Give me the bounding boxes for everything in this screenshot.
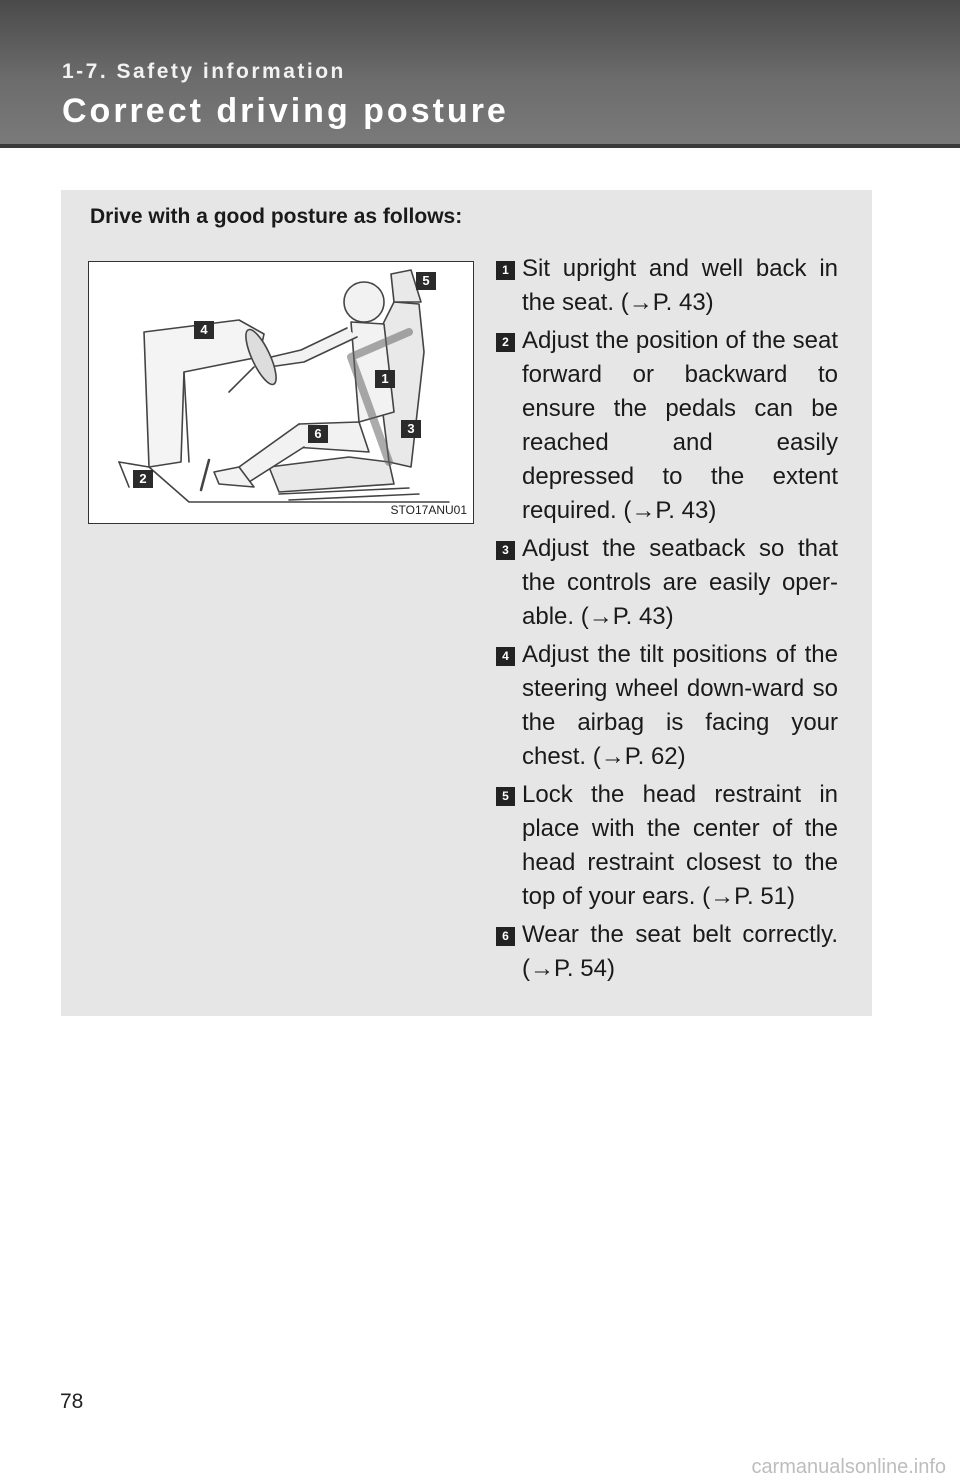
step-text: Adjust the tilt positions of the steering wheel down-ward so the airbag is facing your chest. (→P. 62) <box>522 641 838 770</box>
step-number-badge: 5 <box>496 787 515 806</box>
figure-code: STO17ANU01 <box>390 503 467 517</box>
content-panel <box>61 190 872 1016</box>
page-number: 78 <box>60 1390 84 1413</box>
driving-posture-illustration <box>88 261 474 524</box>
step-1 <box>496 252 838 320</box>
callout-6: 6 <box>308 425 328 443</box>
step-text: Adjust the seatback so that the controls are easily oper-able. (→P. 43) <box>522 535 838 630</box>
callout-3: 3 <box>401 420 421 438</box>
page-title: Correct driving posture <box>62 92 509 130</box>
step-5 <box>496 778 838 914</box>
page-header <box>0 0 960 148</box>
posture-steps-list <box>496 252 838 990</box>
step-number-badge: 6 <box>496 927 515 946</box>
step-text: Adjust the position of the seat forward or backward to ensure the pedals can be reached and easily depressed to the extent required. (→P. 43) <box>522 327 838 524</box>
section-label: 1-7. Safety information <box>62 60 346 83</box>
callout-2: 2 <box>133 470 153 488</box>
step-text: Lock the head restraint in place with the center of the head restraint closest to the top of your ears. (→P. 51) <box>522 781 838 910</box>
step-number-badge: 4 <box>496 647 515 666</box>
step-number-badge: 3 <box>496 541 515 560</box>
step-3 <box>496 532 838 634</box>
callout-4: 4 <box>194 321 214 339</box>
intro-text: Drive with a good posture as follows: <box>90 205 463 228</box>
step-text: Wear the seat belt correctly. (→P. 54) <box>522 921 838 982</box>
callout-5: 5 <box>416 272 436 290</box>
step-2 <box>496 324 838 528</box>
callout-1: 1 <box>375 370 395 388</box>
step-text: Sit upright and well back in the seat. (→P. 43) <box>522 255 838 316</box>
step-number-badge: 2 <box>496 333 515 352</box>
step-6 <box>496 918 838 986</box>
watermark[interactable]: carmanualsonline.info <box>751 1456 946 1478</box>
step-4 <box>496 638 838 774</box>
step-number-badge: 1 <box>496 261 515 280</box>
